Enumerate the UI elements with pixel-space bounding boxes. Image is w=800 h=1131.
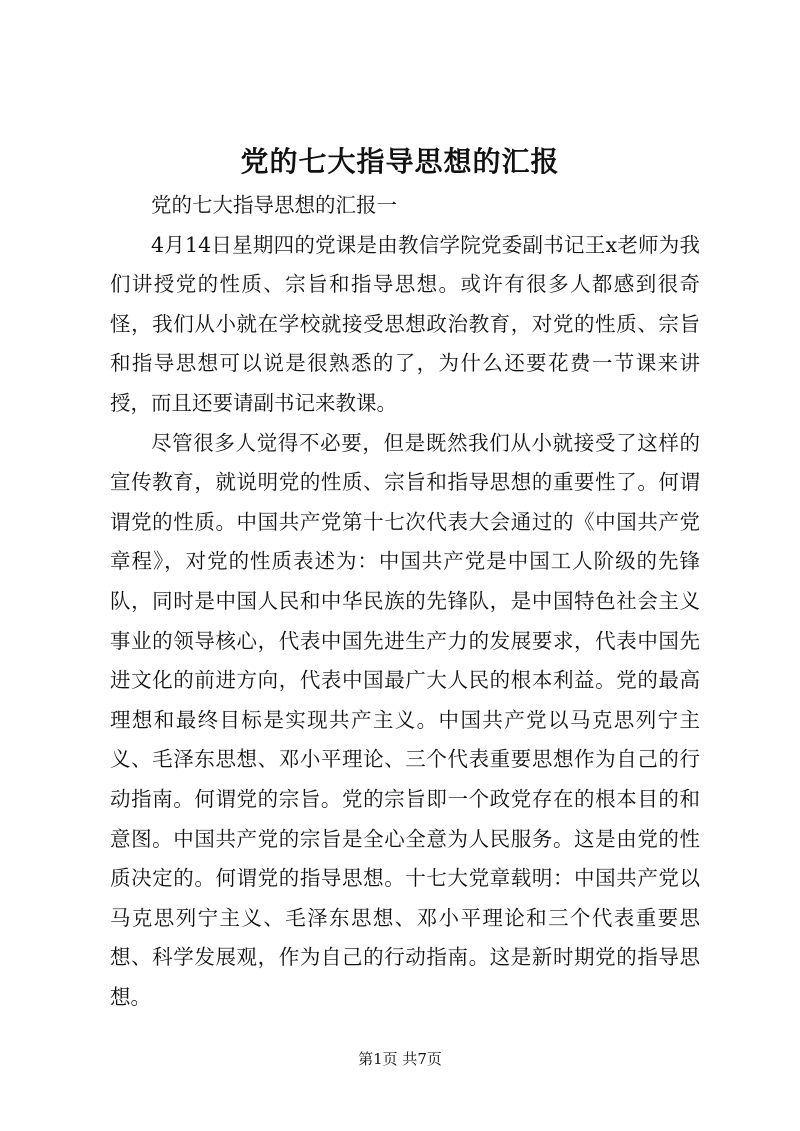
page-number-footer: 第1页 共7页 — [358, 1050, 442, 1068]
paragraph-2: 尽管很多人觉得不必要，但是既然我们从小就接受了这样的宣传教育，就说明党的性质、宗旨和指导思想的重要性了。何谓谓党的性质。中国共产党第十七次代表大会通过的《中国共产党章程》，对党的性质表述为：中国共产党是中国工人阶级的先锋队，同时是中国人民和中华民族的先锋队，是中国特色社会主义事业的领导核心，代表中国先进生产力的发展要求，代表中国先进文化的前进方向，代表中国最广大人民的根本利益。党的最高理想和最终目标是实现共产主义。中国共产党以马克思列宁主义、毛泽东思想、邓小平理论、三个代表重要思想作为自己的行动指南。何谓党的宗旨。党的宗旨即一个政党存在的根本目的和意图。中国共产党的宗旨是全心全意为人民服务。这是由党的性质决定的。何谓党的指导思想。十七大党章载明：中国共产党以马克思列宁主义、毛泽东思想、邓小平理论和三个代表重要思想、科学发展观，作为自己的行动指南。这是新时期党的指导思想。 — [110, 430, 700, 1009]
paragraph-1: 4月14日星期四的党课是由教信学院党委副书记王x老师为我们讲授党的性质、宗旨和指导思想。或许有很多人都感到很奇怪，我们从小就在学校就接受思想政治教育，对党的性质、宗旨和指导思想可以说是很熟悉的了，为什么还要花费一节课来讲授，而且还要请副书记来教课。 — [110, 232, 700, 415]
document-title: 党的七大指导思想的汇报 — [240, 145, 560, 178]
document-body — [110, 186, 700, 1017]
paragraph-subtitle: 党的七大指导思想的汇报一 — [151, 193, 397, 217]
